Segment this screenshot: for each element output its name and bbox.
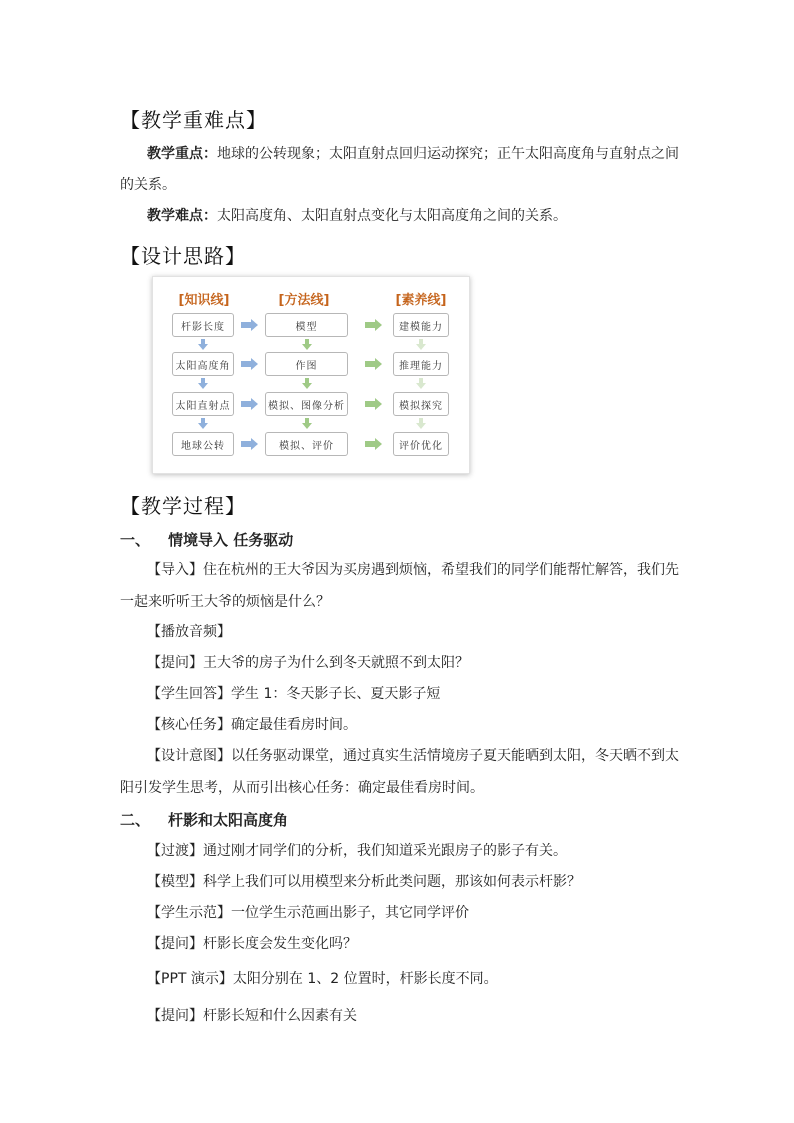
design-flow-diagram	[152, 276, 470, 474]
part1-task: 【核心任务】确定最佳看房时间。	[147, 717, 357, 733]
part2-number: 二、	[120, 811, 151, 829]
heading-design-idea: 【设计思路】	[120, 244, 246, 268]
part1-heading	[120, 529, 293, 550]
part2-model: 【模型】科学上我们可以用模型来分析此类问题，那该如何表示杆影？	[147, 874, 581, 890]
part1-audio: 【播放音频】	[147, 624, 231, 640]
heading-key-difficult-points: 【教学重难点】	[120, 108, 267, 132]
part1-intent-line1: 【设计意图】以任务驱动课堂，通过真实生活情境房子夏天能晒到太阳，冬天晒不到太	[147, 748, 679, 764]
arrow-right-icon	[241, 319, 259, 331]
key-points-line2: 的关系。	[120, 177, 176, 193]
arrow-down-icon	[416, 378, 426, 389]
part2-question2: 【提问】杆影长短和什么因素有关	[147, 1008, 357, 1024]
part1-intro-line2: 一起来听听王大爷的烦恼是什么？	[120, 594, 330, 610]
arrow-right-icon	[365, 358, 383, 370]
part1-intro-line1: 【导入】住在杭州的王大爷因为买房遇到烦恼，希望我们的同学们能帮忙解答，我们先	[147, 562, 679, 578]
literacy-box-4: 评价优化	[393, 432, 449, 456]
part2-title: 杆影和太阳高度角	[168, 811, 289, 829]
knowledge-box-4: 地球公转	[172, 432, 234, 456]
part1-title: 情境导入 任务驱动	[168, 531, 294, 549]
part2-demo: 【学生示范】一位学生示范画出影子，其它同学评价	[147, 905, 469, 921]
arrow-down-icon	[302, 378, 312, 389]
knowledge-line-title: [知识线]	[178, 293, 230, 308]
literacy-line-title: [素养线]	[395, 293, 447, 308]
part1-number: 一、	[120, 531, 151, 549]
part2-question1: 【提问】杆影长度会发生变化吗？	[147, 936, 357, 952]
heading-teaching-process: 【教学过程】	[120, 494, 246, 518]
arrow-down-icon	[198, 418, 208, 429]
arrow-right-icon	[241, 358, 259, 370]
literacy-box-1: 建模能力	[393, 313, 449, 337]
difficult-points-line	[147, 206, 567, 226]
arrow-right-icon	[241, 398, 259, 410]
method-box-3: 模拟、图像分析	[265, 392, 348, 416]
key-points-text: 地球的公转现象；太阳直射点回归运动探究；正午太阳高度角与直射点之间	[217, 146, 679, 162]
knowledge-box-1: 杆影长度	[172, 313, 234, 337]
method-box-4: 模拟、评价	[265, 432, 348, 456]
key-points-label: 教学重点：	[147, 146, 217, 162]
part2-transition: 【过渡】通过刚才同学们的分析，我们知道采光跟房子的影子有关。	[147, 843, 567, 859]
method-line-title: [方法线]	[278, 293, 330, 308]
arrow-down-icon	[302, 418, 312, 429]
arrow-down-icon	[198, 378, 208, 389]
part1-intent-line2: 阳引发学生思考，从而引出核心任务：确定最佳看房时间。	[120, 780, 484, 796]
arrow-down-icon	[416, 339, 426, 350]
part1-question: 【提问】王大爷的房子为什么到冬天就照不到太阳？	[147, 655, 469, 671]
knowledge-box-3: 太阳直射点	[172, 392, 234, 416]
part2-heading	[120, 809, 288, 830]
literacy-box-3: 模拟探究	[393, 392, 449, 416]
key-points-line1	[147, 144, 679, 164]
method-box-1: 模型	[265, 313, 348, 337]
arrow-right-icon	[365, 319, 383, 331]
part2-ppt: 【PPT 演示】太阳分别在 1、2 位置时，杆影长度不同。	[147, 971, 498, 987]
arrow-down-icon	[302, 339, 312, 350]
arrow-right-icon	[365, 438, 383, 450]
arrow-right-icon	[241, 438, 259, 450]
method-box-2: 作图	[265, 352, 348, 376]
part1-answer: 【学生回答】学生 1：冬天影子长、夏天影子短	[147, 686, 441, 702]
arrow-down-icon	[416, 418, 426, 429]
difficult-points-label: 教学难点：	[147, 208, 217, 224]
arrow-right-icon	[365, 398, 383, 410]
knowledge-box-2: 太阳高度角	[172, 352, 234, 376]
arrow-down-icon	[198, 339, 208, 350]
difficult-points-text: 太阳高度角、太阳直射点变化与太阳高度角之间的关系。	[217, 208, 567, 224]
literacy-box-2: 推理能力	[393, 352, 449, 376]
